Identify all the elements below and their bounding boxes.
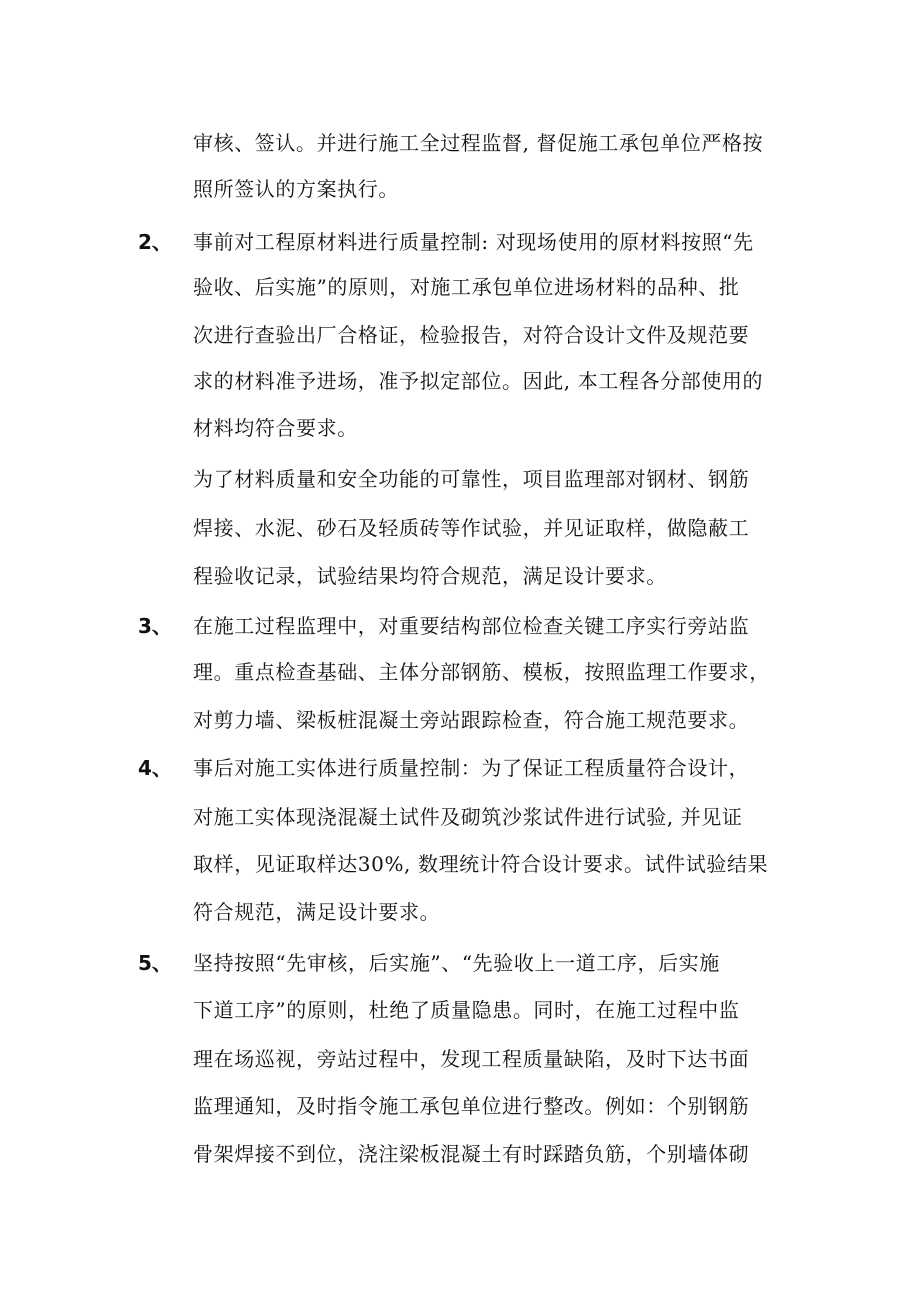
text-line: 监理通知，及时指令施工承包单位进行整改。例如：个别钢筋 bbox=[193, 1094, 750, 1118]
item-number: 2、 bbox=[138, 230, 172, 254]
text-line: 为了材料质量和安全功能的可靠性，项目监理部对钢材、钢筋 bbox=[193, 467, 750, 491]
text-line: 验收、后实施”的原则，对施工承包单位进场材料的品种、批 bbox=[193, 275, 740, 299]
text-line: 理。重点检查基础、主体分部钢筋、模板，按照监理工作要求， bbox=[193, 660, 770, 684]
item-number: 4、 bbox=[138, 756, 172, 780]
text-line: 坚持按照“先审核，后实施”、“先验收上一道工序，后实施 bbox=[193, 951, 720, 975]
text-line: 对剪力墙、梁板桩混凝土旁站跟踪检查，符合施工规范要求。 bbox=[193, 708, 750, 732]
text-line: 对施工实体现浇混凝土试件及砌筑沙浆试件进行试验, 并见证 bbox=[193, 805, 743, 829]
text-line: 取样，见证取样达30%, 数理统计符合设计要求。试件试验结果 bbox=[193, 852, 769, 876]
text-line: 焊接、水泥、砂石及轻质砖等作试验，并见证取样，做隐蔽工 bbox=[193, 516, 750, 540]
item-number: 3、 bbox=[138, 614, 172, 638]
text-line: 求的材料准予进场，准予拟定部位。因此, 本工程各分部使用的 bbox=[193, 369, 764, 393]
text-line: 程验收记录，试验结果均符合规范，满足设计要求。 bbox=[193, 564, 667, 588]
text-line: 在施工过程监理中，对重要结构部位检查关键工序实行旁站监 bbox=[193, 614, 750, 638]
text-line: 下道工序”的原则，杜绝了质量隐患。同时，在施工过程中监 bbox=[193, 998, 740, 1022]
text-line: 审核、签认。并进行施工全过程监督, 督促施工承包单位严格按 bbox=[193, 131, 764, 155]
text-line: 材料均符合要求。 bbox=[193, 416, 358, 440]
text-line: 理在场巡视，旁站过程中，发现工程质量缺陷，及时下达书面 bbox=[193, 1047, 750, 1071]
text-line: 骨架焊接不到位，浇注梁板混凝土有时踩踏负筋，个别墙体砌 bbox=[193, 1142, 750, 1166]
text-line: 事前对工程原材料进行质量控制: 对现场使用的原材料按照“先 bbox=[193, 230, 754, 254]
text-line: 符合规范，满足设计要求。 bbox=[193, 900, 441, 924]
item-number: 5、 bbox=[138, 951, 172, 975]
text-line: 次进行查验出厂合格证，检验报告，对符合设计文件及规范要 bbox=[193, 323, 750, 347]
text-line: 照所签认的方案执行。 bbox=[193, 177, 399, 201]
text-line: 事后对施工实体进行质量控制：为了保证工程质量符合设计， bbox=[193, 756, 750, 780]
